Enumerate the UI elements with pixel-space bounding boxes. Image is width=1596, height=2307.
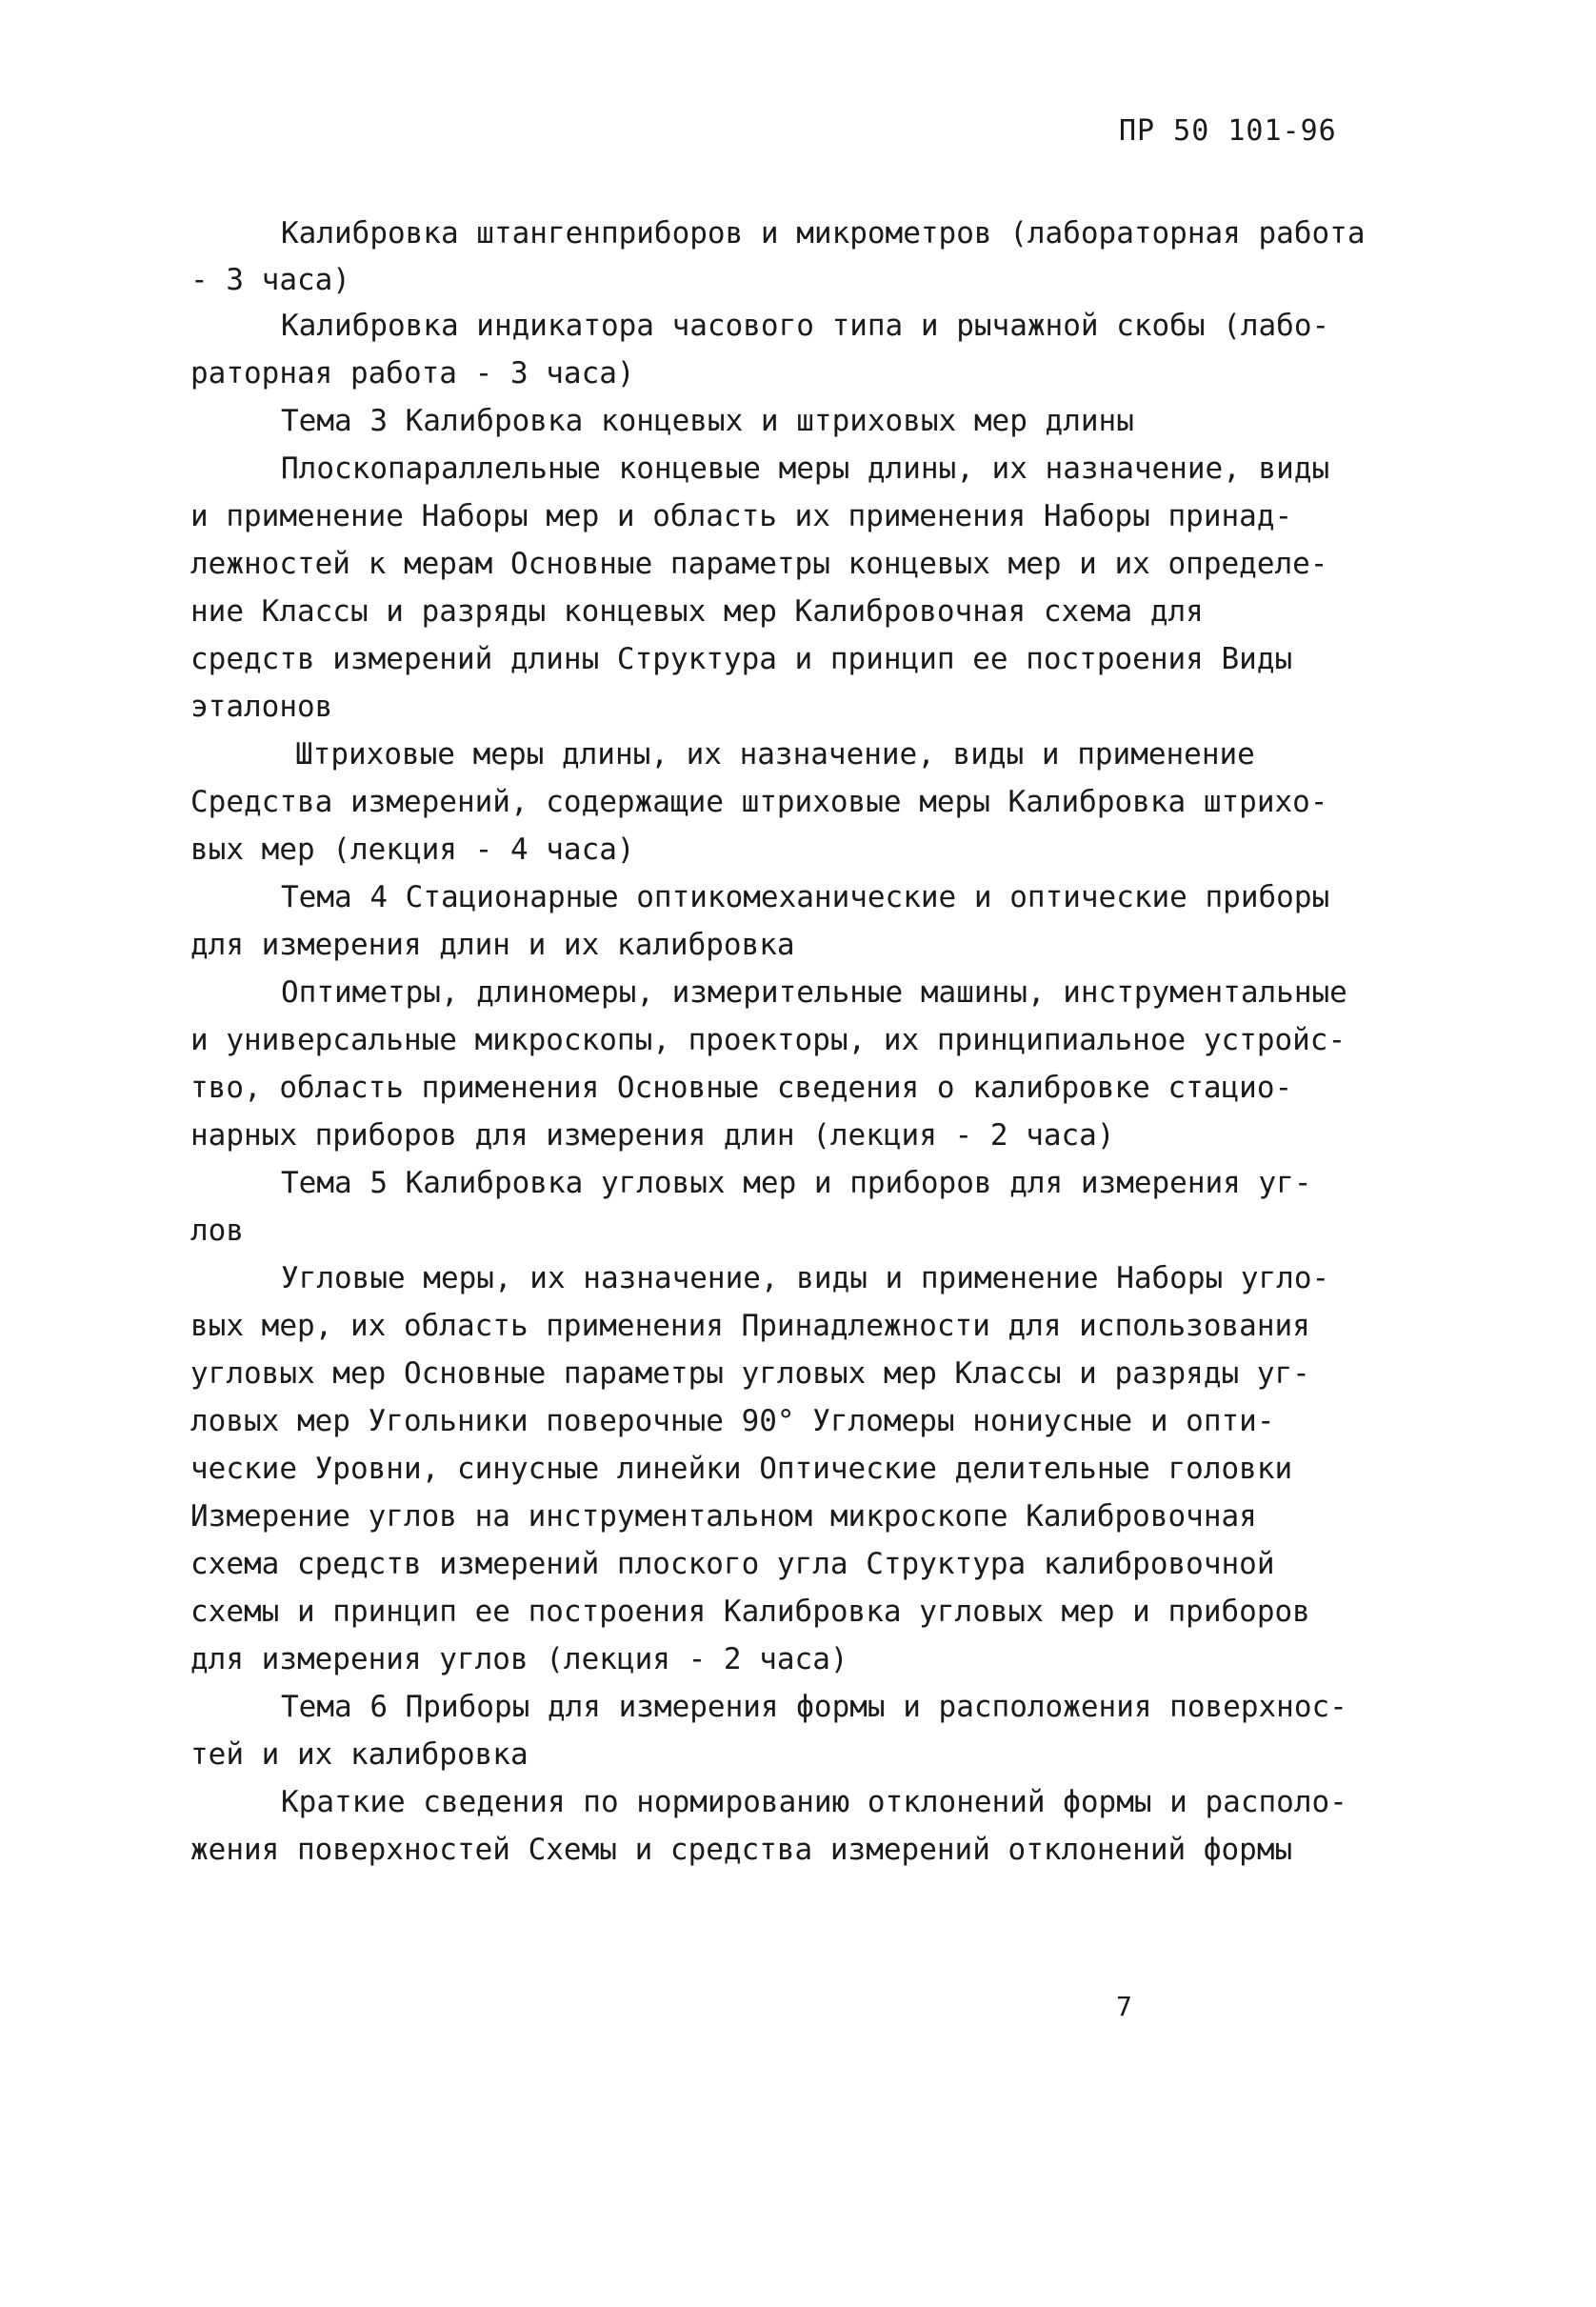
text-line: - 3 часа) bbox=[190, 263, 350, 297]
text-line: эталонов bbox=[190, 690, 333, 724]
text-line: Средства измерений, содержащие штриховые меры Калибровка штрихо- bbox=[190, 785, 1328, 819]
text-line: лов bbox=[190, 1214, 244, 1248]
text-line: вых мер, их область применения Принадлежности для использования bbox=[190, 1309, 1310, 1343]
text-line: Калибровка штангенприборов и микрометров (лабораторная работа bbox=[281, 216, 1366, 251]
text-line: для измерения длин и их калибровка bbox=[190, 928, 795, 962]
text-line: вых мер (лекция - 4 часа) bbox=[190, 833, 635, 867]
document-code: ПР 50 101-96 bbox=[1119, 114, 1337, 148]
text-line: для измерения углов (лекция - 2 часа) bbox=[190, 1642, 848, 1676]
text-line: нарных приборов для измерения длин (лекция - 2 часа) bbox=[190, 1118, 1115, 1153]
text-line: схема средств измерений плоского угла Структура калибровочной bbox=[190, 1547, 1275, 1581]
text-line: лежностей к мерам Основные параметры концевых мер и их определе- bbox=[190, 547, 1328, 581]
text-line: Штриховые меры длины, их назначение, виды и применение bbox=[295, 737, 1255, 772]
text-line: и универсальные микроскопы, проекторы, их принципиальное устройс- bbox=[190, 1023, 1347, 1057]
text-line: тво, область применения Основные сведения о калибровке стацио- bbox=[190, 1071, 1293, 1105]
page-number: 7 bbox=[1116, 1991, 1132, 2022]
text-line: средств измерений длины Структура и принцип ее построения Виды bbox=[190, 642, 1293, 676]
text-line: Плоскопараллельные концевые меры длины, их назначение, виды bbox=[281, 451, 1330, 486]
text-line: Тема 4 Стационарные оптикомеханические и оптические приборы bbox=[281, 880, 1330, 914]
text-line: и применение Наборы мер и область их применения Наборы принад- bbox=[190, 499, 1293, 533]
text-line: тей и их калибровка bbox=[190, 1737, 529, 1772]
text-line: Измерение углов на инструментальном микроскопе Калибровочная bbox=[190, 1499, 1257, 1534]
text-line: Краткие сведения по нормированию отклонений формы и располо- bbox=[281, 1785, 1347, 1819]
text-line: Калибровка индикатора часового типа и рычажной скобы (лабо- bbox=[281, 309, 1330, 343]
text-line: Угловые меры, их назначение, виды и применение Наборы угло- bbox=[281, 1261, 1330, 1295]
text-line: Тема 5 Калибровка угловых мер и приборов для измерения уг- bbox=[281, 1166, 1312, 1200]
text-line: Оптиметры, длиномеры, измерительные машины, инструментальные bbox=[281, 975, 1347, 1010]
text-line: угловых мер Основные параметры угловых мер Классы и разряды уг- bbox=[190, 1356, 1310, 1391]
text-line: ческие Уровни, синусные линейки Оптические делительные головки bbox=[190, 1452, 1293, 1486]
text-line: раторная работа - 3 часа) bbox=[190, 356, 635, 391]
text-line: Тема 3 Калибровка концевых и штриховых мер длины bbox=[281, 404, 1134, 438]
text-line: ловых мер Угольники поверочные 90° Угломеры нониусные и опти- bbox=[190, 1404, 1275, 1438]
text-line: ние Классы и разряды концевых мер Калибровочная схема для bbox=[190, 594, 1204, 629]
text-line: схемы и принцип ее построения Калибровка угловых мер и приборов bbox=[190, 1595, 1310, 1629]
text-line: жения поверхностей Схемы и средства измерений отклонений формы bbox=[190, 1833, 1293, 1867]
text-line: Тема 6 Приборы для измерения формы и расположения поверхнос- bbox=[281, 1690, 1347, 1724]
